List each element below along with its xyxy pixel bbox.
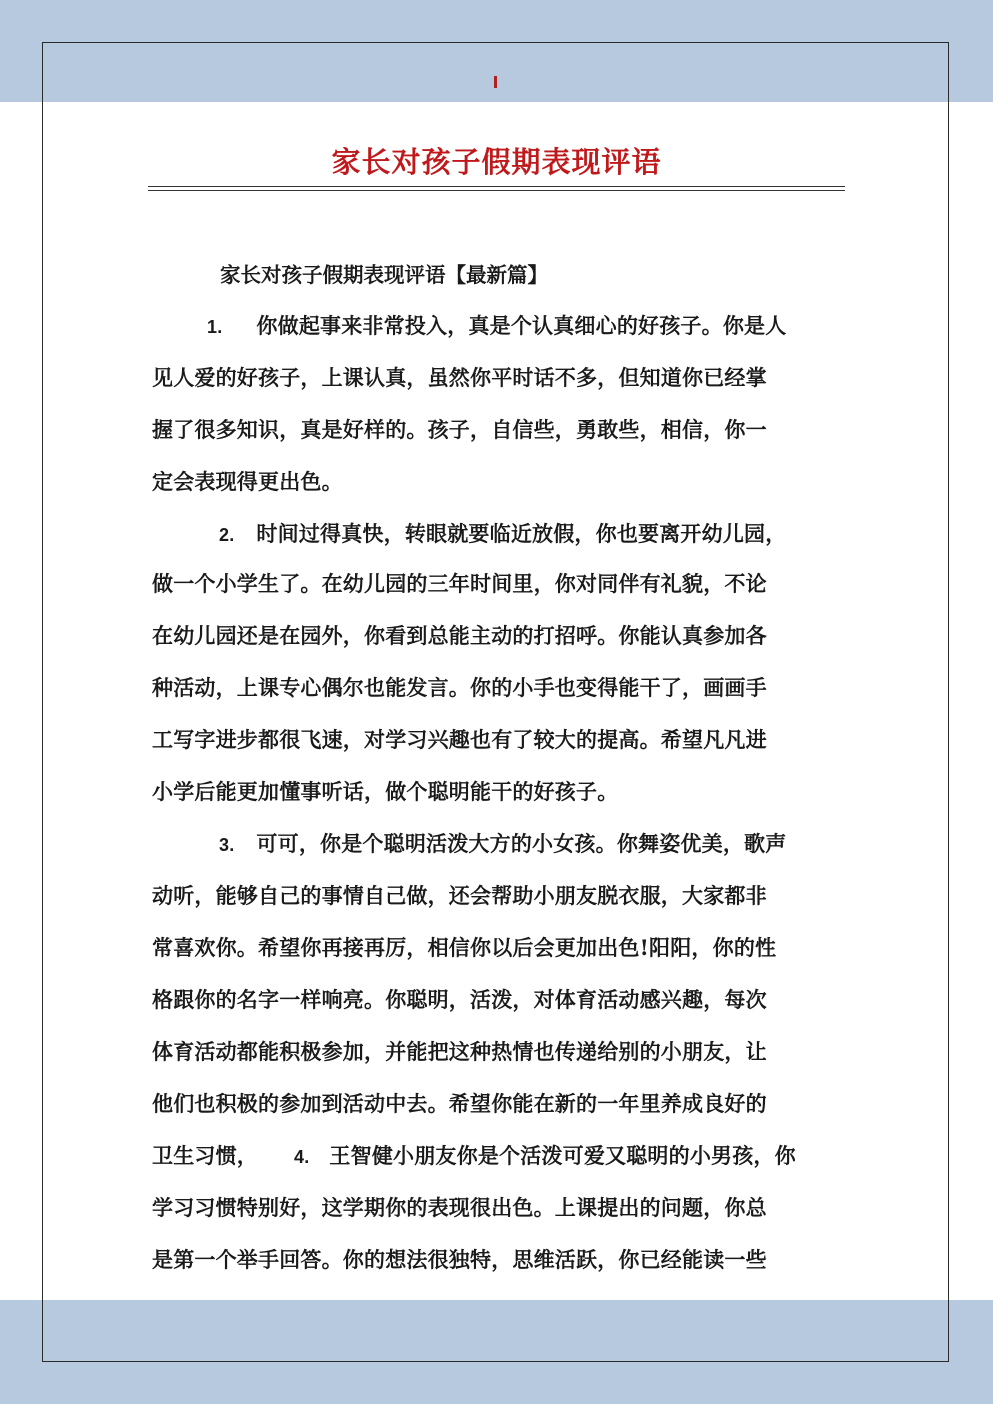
paragraph-line: 定会表现得更出色。 xyxy=(152,469,343,494)
paragraph-line xyxy=(207,310,786,340)
paragraph-line xyxy=(219,828,786,858)
paragraph-line: 在幼儿园还是在园外，你看到总能主动的打招呼。你能认真参加各 xyxy=(152,623,767,648)
item-text: 卫生习惯， xyxy=(152,1143,258,1168)
paragraph-line: 体育活动都能积极参加，并能把这种热情也传递给别的小朋友，让 xyxy=(152,1039,767,1064)
paragraph-line: 握了很多知识，真是好样的。孩子，自信些，勇敢些，相信，你一 xyxy=(152,417,767,442)
paragraph-line: 见人爱的好孩子，上课认真，虽然你平时话不多，但知道你已经掌 xyxy=(152,365,767,390)
paragraph-line: 工写字进步都很飞速，对学习兴趣也有了较大的提高。希望凡凡进 xyxy=(152,727,767,752)
item-text: 王智健小朋友你是个活泼可爱又聪明的小男孩，你 xyxy=(329,1143,796,1168)
title-rule-bottom xyxy=(148,190,845,191)
paragraph-line: 常喜欢你。希望你再接再厉，相信你以后会更加出色!阳阳，你的性 xyxy=(152,935,777,960)
item-text: 你做起事来非常投入，真是个认真细心的好孩子。你是人 xyxy=(256,313,787,338)
paragraph-line: 是第一个举手回答。你的想法很独特，思维活跃，你已经能读一些 xyxy=(152,1247,767,1272)
paragraph-line: 做一个小学生了。在幼儿园的三年时间里，你对同伴有礼貌，不论 xyxy=(152,571,767,596)
paragraph-line: 种活动，上课专心偶尔也能发言。你的小手也变得能干了，画画手 xyxy=(152,675,767,700)
document-subtitle: 家长对孩子假期表现评语【最新篇】 xyxy=(220,263,548,287)
paragraph-line xyxy=(152,1140,796,1170)
item-number: 2. xyxy=(219,525,235,545)
title-rule-top xyxy=(148,186,845,187)
item-number: 1. xyxy=(207,317,223,337)
paragraph-line: 小学后能更加懂事听话，做个聪明能干的好孩子。 xyxy=(152,779,619,804)
paragraph-line: 格跟你的名字一样响亮。你聪明，活泼，对体育活动感兴趣，每次 xyxy=(152,987,767,1012)
header-mark xyxy=(494,76,497,88)
paragraph-line: 他们也积极的参加到活动中去。希望你能在新的一年里养成良好的 xyxy=(152,1091,767,1116)
item-number: 3. xyxy=(219,835,235,855)
paragraph-line xyxy=(219,518,786,548)
paragraph-line: 动听，能够自己的事情自己做，还会帮助小朋友脱衣服，大家都非 xyxy=(152,883,767,908)
paragraph-line: 学习习惯特别好，这学期你的表现很出色。上课提出的问题，你总 xyxy=(152,1195,767,1220)
item-text: 可可，你是个聪明活泼大方的小女孩。你舞姿优美，歌声 xyxy=(256,831,787,856)
item-number: 4. xyxy=(294,1147,310,1167)
document-title: 家长对孩子假期表现评语 xyxy=(331,145,662,179)
item-text: 时间过得真快，转眼就要临近放假，你也要离开幼儿园， xyxy=(256,521,787,546)
